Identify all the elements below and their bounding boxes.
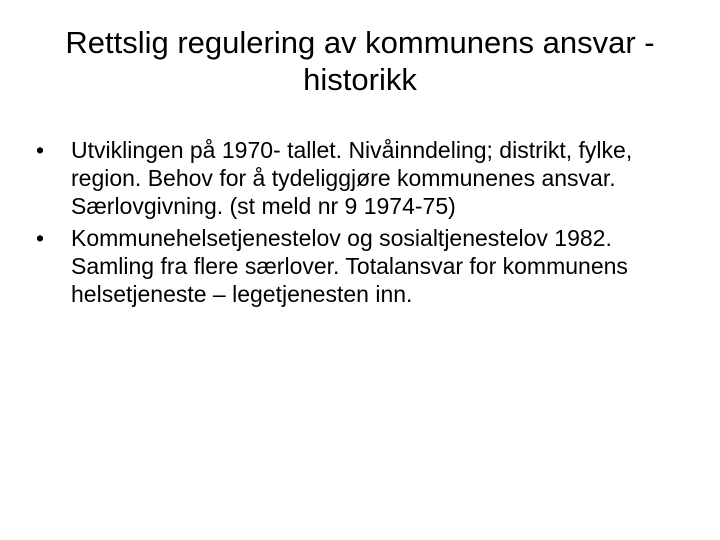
- bullet-icon: •: [36, 137, 45, 163]
- bullet-icon: •: [36, 225, 45, 251]
- bullet-item: [36, 224, 666, 308]
- bullet-item: [36, 136, 666, 220]
- bullet-text: Utviklingen på 1970- tallet. Nivåinndeling; distrikt, fylke, region. Behov for å tydeliggjøre kommunenes ansvar. Særlovgivning. (st meld nr 9 1974-75): [71, 137, 633, 219]
- slide-title: Rettslig regulering av kommunens ansvar - historikk: [65, 25, 655, 97]
- bullet-list: [36, 136, 666, 312]
- bullet-text: Kommunehelsetjenestelov og sosialtjenestelov 1982. Samling fra flere særlover. Totalansvar for kommunens helsetjeneste – legetjenesten inn.: [71, 225, 628, 307]
